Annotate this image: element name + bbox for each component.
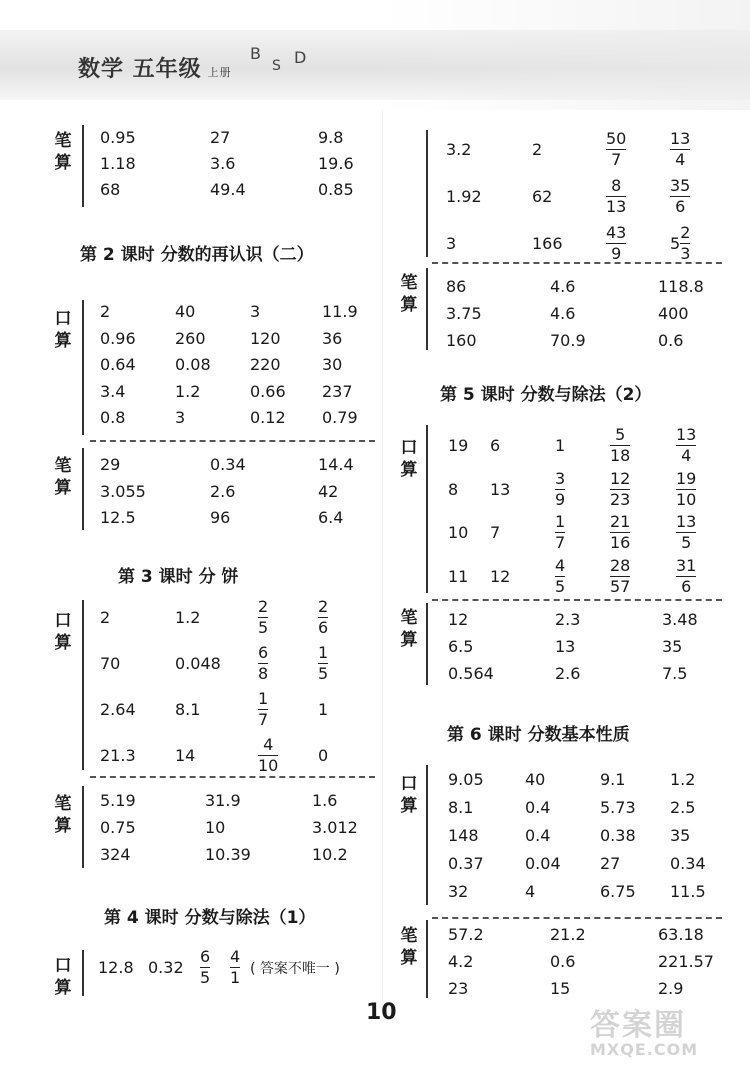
side-label <box>398 925 420 969</box>
answer-cell: 0.75 <box>100 818 136 837</box>
answer-cell: 8 <box>448 479 459 499</box>
label-char: 算 <box>54 153 72 173</box>
answer-cell: 260 <box>175 328 206 348</box>
label-char: 算 <box>400 630 418 650</box>
answer-cell: 19.6 <box>318 154 354 173</box>
answer-cell: 15 <box>550 979 571 998</box>
denominator: 3 <box>680 244 691 263</box>
divider-line <box>82 600 84 770</box>
numerator: 6 <box>200 947 211 966</box>
denominator: 9 <box>611 244 622 263</box>
answer-cell: 96 <box>210 508 231 527</box>
dashed-separator <box>432 917 722 919</box>
label-char: 算 <box>54 331 72 351</box>
answer-cell: 10.39 <box>205 845 251 864</box>
denominator: 9 <box>555 489 566 509</box>
answer-cell: 14.4 <box>318 455 354 474</box>
answer-cell: 13 <box>490 479 511 499</box>
answer-cell: 30 <box>322 355 343 374</box>
answer-cell: 49.4 <box>210 180 246 199</box>
label-char: 算 <box>54 633 72 653</box>
answer-cell: 1.2 <box>175 608 201 627</box>
numerator: 12 <box>610 468 631 488</box>
answer-cell: 160 <box>446 331 477 350</box>
answer-cell: 32 <box>448 882 469 901</box>
answer-cell: 27 <box>600 854 621 873</box>
answer-cell: 23 <box>448 979 469 998</box>
letter-b: B <box>250 44 261 63</box>
answer-cell: 120 <box>250 328 281 348</box>
denominator: 57 <box>610 576 631 596</box>
answer-cell: 3.4 <box>100 381 126 401</box>
side-label <box>52 130 74 174</box>
answer-cell: 3.012 <box>312 818 358 837</box>
answer-cell: 27 <box>210 128 231 147</box>
fraction <box>610 557 630 596</box>
label-char: 口 <box>54 611 72 631</box>
column-gutter <box>382 110 383 1010</box>
divider-line <box>426 765 428 905</box>
numerator: 3 <box>555 468 566 488</box>
answer-cell: 6 <box>490 436 501 455</box>
answer-cell: 3.75 <box>446 304 482 323</box>
answer-cell: 0.04 <box>525 854 561 873</box>
numerator: 8 <box>611 176 622 195</box>
denominator: 23 <box>610 489 631 509</box>
fraction <box>680 224 690 263</box>
numerator: 2 <box>258 597 269 616</box>
page-number: 10 <box>366 1000 397 1025</box>
answer-cell: 2.6 <box>210 481 236 501</box>
letter-d: D <box>294 48 307 67</box>
answer-cell: 5.73 <box>600 798 636 817</box>
answer-cell: 3.6 <box>210 154 236 173</box>
numerator: 28 <box>610 555 631 575</box>
divider-line <box>426 920 428 998</box>
answer-cell: 3.055 <box>100 481 146 501</box>
denominator: 10 <box>676 489 697 509</box>
answer-cell: 40 <box>175 302 196 321</box>
answer-cell: 57.2 <box>448 925 484 944</box>
numerator: 5 <box>615 425 626 444</box>
side-label <box>398 773 420 817</box>
fraction <box>318 644 328 683</box>
answer-cell: 0.34 <box>210 455 246 474</box>
answer-cell: 6.4 <box>318 508 344 527</box>
answer-cell: 6.75 <box>600 882 636 901</box>
book-title-text: 数学 五年级 <box>78 57 202 82</box>
dashed-separator <box>432 599 722 601</box>
label-char: 口 <box>400 774 418 794</box>
answer-cell: 2 <box>100 608 111 627</box>
numerator: 1 <box>258 689 269 708</box>
numerator: 19 <box>676 468 697 488</box>
numerator: 13 <box>670 129 691 148</box>
denominator: 5 <box>318 664 329 683</box>
answer-cell: 148 <box>448 826 479 845</box>
denominator: 4 <box>681 446 692 465</box>
answer-cell: 35 <box>670 826 691 845</box>
answer-cell: 166 <box>532 234 563 253</box>
answer-cell: 2.64 <box>100 700 136 719</box>
fraction <box>258 644 268 683</box>
answer-cell: 4.2 <box>448 952 474 971</box>
fraction <box>258 690 268 729</box>
denominator: 4 <box>675 150 686 169</box>
label-char: 口 <box>54 309 72 329</box>
answer-cell: 0.79 <box>322 408 358 427</box>
answer-cell: 0.6 <box>658 331 684 350</box>
answer-cell: 2 <box>532 140 543 159</box>
answer-cell: 35 <box>662 637 683 656</box>
answer-cell: 0.85 <box>318 180 354 199</box>
numerator: 4 <box>230 947 241 966</box>
answer-cell: 12 <box>490 566 511 586</box>
answer-cell: 3 <box>446 234 457 253</box>
answer-cell: 0.32 <box>148 958 184 977</box>
label-char: 笔 <box>400 926 418 946</box>
answer-cell: 68 <box>100 180 121 199</box>
watermark-main: 答案圈 <box>590 1008 686 1043</box>
denominator: 6 <box>318 618 329 637</box>
numerator: 50 <box>606 129 627 148</box>
numerator: 2 <box>318 597 329 616</box>
answer-cell: 0.64 <box>100 355 136 374</box>
answer-cell: 3 <box>250 302 261 321</box>
letter-s: S <box>272 58 281 74</box>
numerator: 1 <box>318 643 329 662</box>
side-label <box>52 610 74 654</box>
answer-cell: 6.5 <box>448 637 474 656</box>
answer-cell: 70 <box>100 654 121 673</box>
answer-cell: 12.5 <box>100 508 136 527</box>
answer-cell: 12 <box>448 610 469 629</box>
mixed-number <box>670 224 690 263</box>
fraction <box>258 736 278 775</box>
fraction <box>606 130 626 169</box>
divider-line <box>82 448 84 530</box>
fraction <box>676 426 696 465</box>
answer-cell: 7 <box>490 523 501 542</box>
answer-note: ( 答案不唯一 ) <box>250 961 340 977</box>
label-char: 口 <box>400 438 418 458</box>
book-volume: 上册 <box>207 66 232 79</box>
answer-cell: 9.1 <box>600 770 626 789</box>
answer-cell: 0.08 <box>175 355 211 374</box>
label-char: 算 <box>400 948 418 968</box>
answer-cell: 70.9 <box>550 331 586 350</box>
answer-cell: 324 <box>100 845 131 864</box>
fraction <box>670 177 690 216</box>
numerator: 1 <box>555 512 566 531</box>
denominator: 7 <box>555 533 566 552</box>
label-char: 算 <box>400 295 418 315</box>
lesson-title: 第 2 课时 分数的再认识（二） <box>80 245 314 265</box>
denominator: 8 <box>258 664 269 683</box>
answer-cell: 10.2 <box>312 845 348 864</box>
answer-cell: 0.8 <box>100 408 126 427</box>
answer-cell: 3.48 <box>662 610 698 629</box>
fraction <box>610 470 630 509</box>
answer-cell: 10 <box>205 818 226 837</box>
divider-line <box>426 130 428 257</box>
numerator: 13 <box>676 512 697 531</box>
answer-cell: 19 <box>448 436 469 455</box>
label-char: 笔 <box>54 794 72 814</box>
denominator: 6 <box>681 576 692 596</box>
fraction <box>676 470 696 509</box>
side-label <box>52 455 74 499</box>
answer-cell: 3.2 <box>446 140 472 159</box>
answer-cell: 0.38 <box>600 826 636 845</box>
fraction <box>676 557 696 596</box>
answer-cell: 0.4 <box>525 798 551 817</box>
fraction <box>606 224 626 263</box>
answer-cell: 118.8 <box>658 277 704 296</box>
numerator: 6 <box>258 643 269 662</box>
denominator: 16 <box>610 533 631 552</box>
denominator: 5 <box>681 533 692 552</box>
answer-cell: 8.1 <box>448 798 474 817</box>
answer-cell: 1.6 <box>312 791 338 810</box>
answer-cell: 2.9 <box>658 979 684 998</box>
denominator: 5 <box>555 576 566 596</box>
side-label <box>398 607 420 651</box>
answer-cell: 11 <box>448 566 469 586</box>
answer-cell: 1.92 <box>446 187 482 206</box>
numerator: 13 <box>676 425 697 444</box>
answer-cell: 0.37 <box>448 854 484 873</box>
dashed-separator <box>432 262 722 264</box>
answer-cell: 0.34 <box>670 854 706 873</box>
book-title <box>78 52 232 83</box>
divider-line <box>82 786 84 868</box>
numerator: 4 <box>555 555 566 575</box>
answer-cell: 0.96 <box>100 328 136 348</box>
fraction <box>555 470 565 509</box>
answer-cell: 62 <box>532 187 553 206</box>
denominator: 7 <box>258 710 269 729</box>
label-char: 算 <box>400 796 418 816</box>
answer-cell: 2.3 <box>555 610 581 629</box>
answer-cell: 86 <box>446 277 467 296</box>
label-char: 笔 <box>54 456 72 476</box>
dashed-separator <box>90 440 375 442</box>
answer-cell: 4 <box>525 882 536 901</box>
label-char: 笔 <box>400 608 418 628</box>
fraction <box>610 426 630 465</box>
denominator: 5 <box>200 968 211 987</box>
fraction <box>606 177 626 216</box>
answer-cell: 0.12 <box>250 408 286 427</box>
answer-cell: 31.9 <box>205 791 241 810</box>
answer-cell: 11.9 <box>322 302 358 321</box>
answer-cell: 1.18 <box>100 154 136 173</box>
side-label <box>398 437 420 481</box>
answer-cell: 4.6 <box>550 304 576 323</box>
answer-cell: 221.57 <box>658 952 714 971</box>
label-char: 算 <box>400 460 418 480</box>
divider-line <box>82 125 84 207</box>
answer-cell: 36 <box>322 328 343 348</box>
lesson-title: 第 4 课时 分数与除法（1） <box>104 908 316 928</box>
answer-cell: 5.19 <box>100 791 136 810</box>
answer-cell: 14 <box>175 746 196 765</box>
answer-cell: 0.4 <box>525 826 551 845</box>
answer-cell: 29 <box>100 455 121 474</box>
denominator: 6 <box>675 197 686 216</box>
fraction <box>555 513 565 552</box>
answer-cell: 1 <box>555 436 566 455</box>
answer-cell: 9.05 <box>448 770 484 789</box>
answer-cell: 1.2 <box>670 770 696 789</box>
mixed-whole: 5 <box>670 234 681 253</box>
answer-cell: 1 <box>318 700 329 719</box>
header-fade <box>380 0 750 110</box>
lesson-title: 第 5 课时 分数与除法（2） <box>440 385 652 405</box>
answer-cell: 2 <box>100 302 111 321</box>
answer-cell: 220 <box>250 355 281 374</box>
answer-cell: 2.6 <box>555 664 581 683</box>
fraction <box>230 948 240 987</box>
answer-cell: 3 <box>175 408 186 427</box>
answer-cell: 4.6 <box>550 277 576 296</box>
answer-cell: 0.048 <box>175 654 221 673</box>
divider-line <box>426 268 428 350</box>
answer-cell: 42 <box>318 481 339 501</box>
numerator: 31 <box>676 555 697 575</box>
label-char: 算 <box>54 816 72 836</box>
answer-cell: 0.564 <box>448 664 494 683</box>
side-label <box>52 793 74 837</box>
watermark <box>590 1000 698 1059</box>
answer-cell: 63.18 <box>658 925 704 944</box>
answer-cell: 11.5 <box>670 882 706 901</box>
answer-cell: 237 <box>322 381 353 401</box>
dashed-separator <box>90 776 375 778</box>
answer-cell: 400 <box>658 304 689 323</box>
denominator: 13 <box>606 197 627 216</box>
fraction <box>318 598 328 637</box>
answer-cell: 13 <box>555 637 576 656</box>
fraction <box>670 130 690 169</box>
answer-cell: 0.66 <box>250 381 286 401</box>
label-char: 笔 <box>400 273 418 293</box>
divider-line <box>82 950 84 996</box>
denominator: 10 <box>258 756 279 775</box>
numerator: 4 <box>263 735 274 754</box>
label-char: 口 <box>54 956 72 976</box>
answer-cell: 21.3 <box>100 746 136 765</box>
answer-cell: 21.2 <box>550 925 586 944</box>
lesson-title: 第 3 课时 分 饼 <box>118 567 239 587</box>
label-char: 算 <box>54 978 72 998</box>
answer-cell: 10 <box>448 523 469 542</box>
numerator: 43 <box>606 223 627 242</box>
fraction <box>258 598 268 637</box>
answer-cell: 7.5 <box>662 664 688 683</box>
answer-cell: 12.8 <box>98 958 134 977</box>
label-char: 算 <box>54 478 72 498</box>
fraction <box>610 513 630 552</box>
side-label <box>398 272 420 316</box>
answer-cell: 0.6 <box>550 952 576 971</box>
numerator: 21 <box>610 512 631 531</box>
answer-cell: 0 <box>318 746 329 765</box>
denominator: 1 <box>230 968 241 987</box>
answer-cell: 2.5 <box>670 798 696 817</box>
denominator: 18 <box>610 446 631 465</box>
denominator: 7 <box>611 150 622 169</box>
label-char: 笔 <box>54 131 72 151</box>
numerator: 35 <box>670 176 691 195</box>
side-label <box>52 308 74 352</box>
fraction <box>200 948 210 987</box>
watermark-site: MXQE.COM <box>590 1040 699 1059</box>
answer-cell: 40 <box>525 770 546 789</box>
answer-cell: 8.1 <box>175 700 201 719</box>
fraction <box>555 557 565 596</box>
divider-line <box>426 425 428 593</box>
side-label <box>52 955 74 999</box>
answer-cell: 1.2 <box>175 381 201 401</box>
divider-line <box>426 603 428 685</box>
denominator: 5 <box>258 618 269 637</box>
divider-line <box>82 300 84 435</box>
numerator: 2 <box>680 223 691 242</box>
lesson-title: 第 6 课时 分数基本性质 <box>447 725 630 745</box>
answer-cell: 0.95 <box>100 128 136 147</box>
answer-cell: 9.8 <box>318 128 344 147</box>
fraction <box>676 513 696 552</box>
